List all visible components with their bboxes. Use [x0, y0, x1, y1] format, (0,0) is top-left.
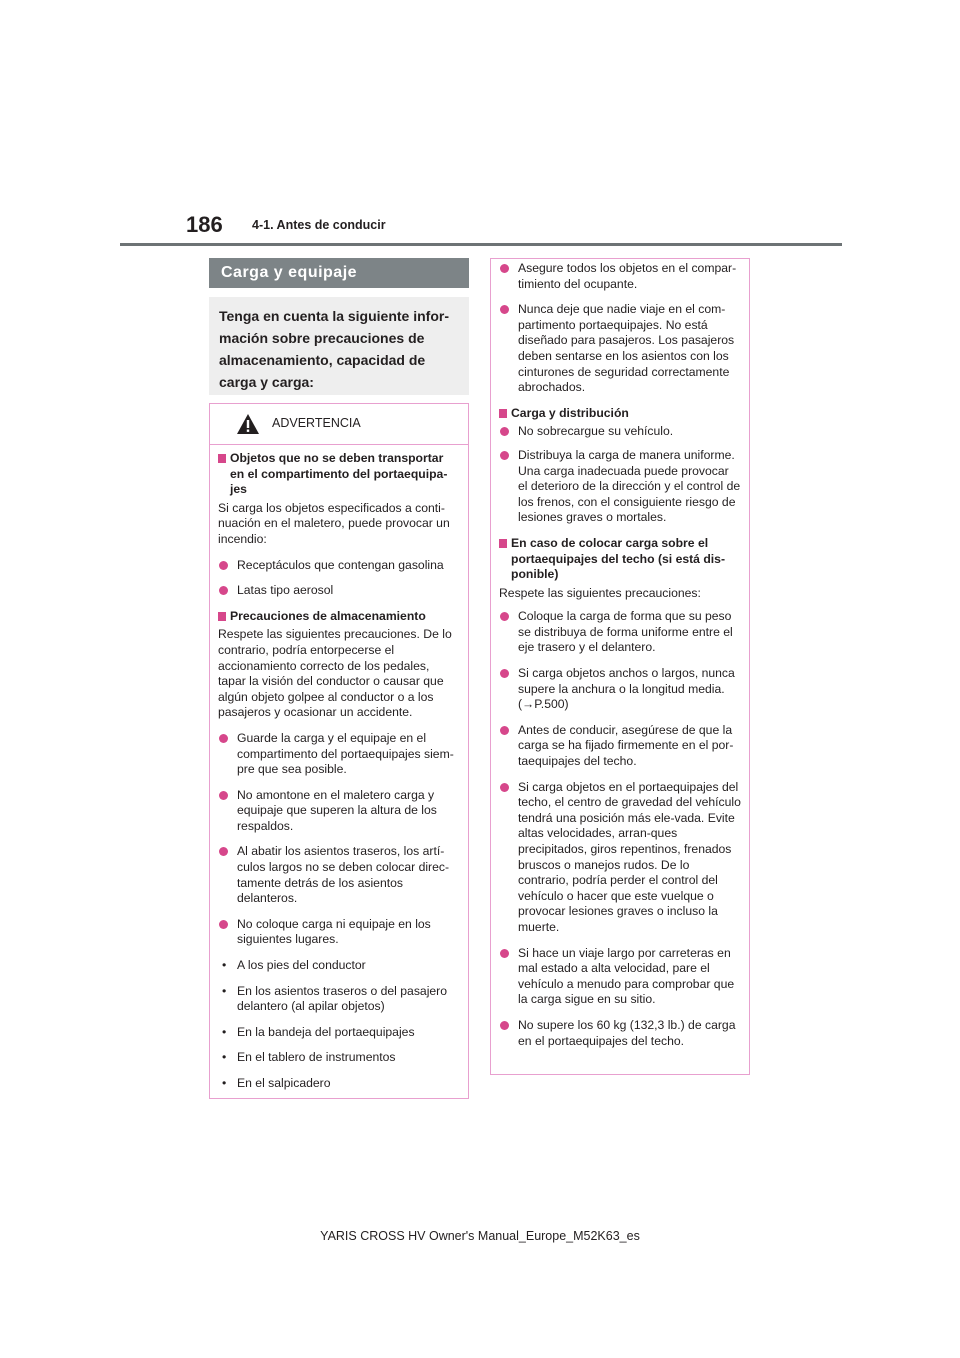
bullet-item: No amontone en el maletero carga y equipaje que superen la altura de los respaldos. — [218, 788, 460, 835]
intro-line: almacenamiento, capacidad de — [219, 352, 426, 368]
footer-text: YARIS CROSS HV Owner's Manual_Europe_M52K63_es — [320, 1229, 640, 1243]
paragraph: Respete las siguientes precauciones. De lo contrario, podría entorpecerse el accionamiento correcto de los pedales, tapar la visión del conductor o causar que algún objeto golpee al conductor o a los pasajeros y ocasionar un accidente. — [218, 627, 452, 720]
warning-box-right — [490, 258, 750, 1075]
page-title: Carga y equipaje — [209, 258, 469, 288]
bullet-item: Si carga objetos anchos o largos, nunca supere la anchura o la longitud media. (→P.500) — [499, 666, 741, 713]
warning-header — [218, 410, 460, 438]
bullet-item: Latas tipo aerosol — [218, 583, 460, 599]
bullet-item: Si hace un viaje largo por carreteras en mal estado a alta velocidad, pare el vehículo a menudo para comprobar que la carga sigue en su sitio. — [499, 946, 741, 1008]
bullet-item: Distribuya la carga de manera uniforme. Una carga inadecuada puede provocar el deterioro de la dirección y el control de los frenos, con el consiguiente riesgo de lesiones graves o mortales. — [499, 448, 741, 526]
subheading: Precauciones de almacenamiento — [218, 609, 460, 625]
dot-list-item: • A los pies del conductor — [218, 958, 460, 974]
section-title: 4-1. Antes de conducir — [252, 218, 386, 232]
warning-divider — [210, 444, 468, 445]
intro-line: carga y carga: — [219, 374, 314, 390]
warning-box-left — [209, 403, 469, 1099]
dot-list-item: • En el salpicadero — [218, 1076, 460, 1092]
page-number: 186 — [186, 212, 223, 237]
bullet-item: No sobrecargue su vehículo. — [499, 424, 741, 440]
paragraph: Si carga los objetos especificados a conti-nuación en el maletero, puede provocar un incendio: — [218, 500, 450, 546]
paragraph: Respete las siguientes precauciones: — [499, 585, 701, 600]
dot-list-item: • En el tablero de instrumentos — [218, 1050, 460, 1066]
subheading: Carga y distribución — [499, 406, 741, 422]
bullet-item: Guarde la carga y el equipaje en el compartimento del portaequipajes siem-pre que sea posible. — [218, 731, 460, 778]
bullet-item: No supere los 60 kg (132,3 lb.) de carga en el portaequipajes del techo. — [499, 1018, 741, 1049]
bullet-item: Receptáculos que contengan gasolina — [218, 558, 460, 574]
intro-line: Tenga en cuenta la siguiente infor- — [219, 308, 449, 324]
warning-triangle-icon — [236, 413, 260, 435]
warning-label: ADVERTENCIA — [272, 416, 361, 431]
bullet-item: Si carga objetos en el portaequipajes del techo, el centro de gravedad del vehículo tendrá una posición más ele-vada. Evite altas velocidades, arran-ques precipitados, giros repentinos, frenados bruscos o manejos rudos. De lo contrario, podría perder el control del vehículo o hacer que este vuelque o provocar lesiones graves o incluso la muerte. — [499, 780, 741, 936]
dot-list-item: • En los asientos traseros o del pasajero delantero (al apilar objetos) — [218, 984, 460, 1015]
intro-line: mación sobre precauciones de — [219, 330, 425, 346]
bullet-item: Al abatir los asientos traseros, los artí-culos largos no se deben colocar direc-tamente detrás de los asientos delanteros. — [218, 844, 460, 906]
bullet-item: Coloque la carga de forma que su peso se distribuya de forma uniforme entre el eje trasero y el delantero. — [499, 609, 741, 656]
intro-box — [209, 297, 469, 395]
bullet-item: No coloque carga ni equipaje en los siguientes lugares. — [218, 917, 460, 948]
subheading: Objetos que no se deben transportar en el compartimento del portaequipa-jes — [218, 451, 460, 498]
dot-list-item: • En la bandeja del portaequipajes — [218, 1025, 460, 1041]
bullet-item: Antes de conducir, asegúrese de que la carga se ha fijado firmemente en el por-taequipajes del techo. — [499, 723, 741, 770]
bullet-item: Asegure todos los objetos en el compar-timiento del ocupante. — [499, 261, 741, 292]
bullet-item: Nunca deje que nadie viaje en el com-partimento portaequipajes. No está diseñado para pasajeros. Los pasajeros deben sentarse en los asientos con los cinturones de seguridad correctamente abrochados. — [499, 302, 741, 396]
header-rule — [120, 243, 842, 246]
subheading: En caso de colocar carga sobre el portaequipajes del techo (si está dis-ponible) — [499, 536, 741, 583]
